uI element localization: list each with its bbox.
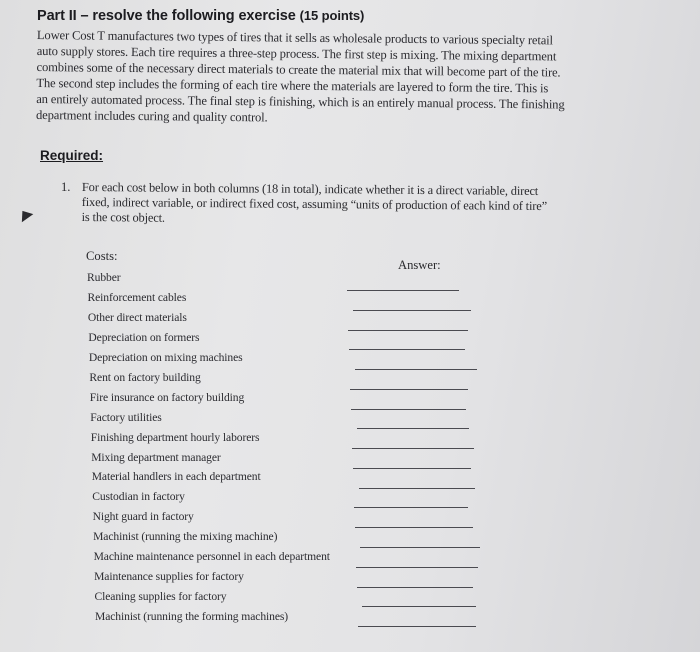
answer-blank[interactable] xyxy=(360,547,480,548)
answer-blank[interactable] xyxy=(352,448,474,449)
question-line: For each cost below in both columns (18 in total), indicate whether it is a direct variable, direct xyxy=(81,180,539,198)
answer-header: Answer: xyxy=(398,258,441,272)
required-heading: Required: xyxy=(40,148,104,163)
cost-item: Maintenance supplies for factory xyxy=(94,570,244,584)
answer-blank[interactable] xyxy=(349,349,465,350)
answer-blank[interactable] xyxy=(362,606,476,607)
part-points: (15 points) xyxy=(299,8,365,23)
answer-blank[interactable] xyxy=(347,290,459,291)
cost-item: Other direct materials xyxy=(87,310,187,324)
answer-blank[interactable] xyxy=(356,567,478,568)
intro-line: combines some of the necessary direct materials to create the material mix that will become part of the tire. xyxy=(36,59,561,80)
cost-item: Material handlers in each department xyxy=(91,470,261,484)
answer-blank[interactable] xyxy=(355,369,477,370)
part-title xyxy=(37,8,364,24)
intro-line: The second step includes the forming of each tire where the materials are layered to form the tire. This is xyxy=(36,75,549,96)
answer-blank[interactable] xyxy=(351,409,466,410)
cost-item: Machinist (running the forming machines) xyxy=(95,610,289,623)
cost-item: Rubber xyxy=(87,271,121,284)
cost-item: Rent on factory building xyxy=(89,370,201,384)
cost-item: Factory utilities xyxy=(90,410,162,424)
intro-line: auto supply stores. Each tire requires a three-step process. The first step is mixing. The mixing department xyxy=(36,43,557,64)
answer-blank[interactable] xyxy=(353,310,471,311)
cost-item: Night guard in factory xyxy=(92,510,194,524)
answer-blank[interactable] xyxy=(359,488,475,489)
intro-paragraph xyxy=(36,27,597,129)
answer-blank[interactable] xyxy=(357,587,473,588)
intro-line: department includes curing and quality control. xyxy=(36,107,268,125)
cost-item: Depreciation on formers xyxy=(88,330,200,344)
cost-item: Depreciation on mixing machines xyxy=(88,350,243,364)
pointer-arrow-icon xyxy=(17,207,34,222)
cost-item: Reinforcement cables xyxy=(87,290,187,304)
cost-item: Finishing department hourly laborers xyxy=(90,430,260,444)
answer-blank[interactable] xyxy=(358,626,476,627)
cost-item: Machinist (running the mixing machine) xyxy=(93,530,278,544)
question-line: is the cost object. xyxy=(81,209,165,225)
answer-blank[interactable] xyxy=(357,428,469,429)
question-line: fixed, indirect variable, or indirect fixed cost, assuming “units of production of each kind of tire” xyxy=(81,194,548,214)
cost-item: Custodian in factory xyxy=(92,490,185,504)
answer-blank[interactable] xyxy=(355,527,473,528)
cost-item: Cleaning supplies for factory xyxy=(94,590,227,604)
cost-item: Mixing department manager xyxy=(91,450,221,464)
intro-line: Lower Cost T manufactures two types of tires that it sells as wholesale products to various specialty retail xyxy=(36,27,553,48)
answer-blank[interactable] xyxy=(350,389,468,390)
answer-blank[interactable] xyxy=(354,507,468,508)
intro-line: an entirely automated process. The final step is finishing, which is an entirely manual process. The finishing xyxy=(36,91,565,112)
costs-header: Costs: xyxy=(86,249,118,263)
part-title-text: Part II – resolve the following exercise xyxy=(37,8,296,24)
cost-item: Fire insurance on factory building xyxy=(89,390,245,404)
question-text xyxy=(82,180,582,229)
question-number: 1. xyxy=(61,180,71,194)
answer-blank[interactable] xyxy=(353,468,471,469)
answer-blank[interactable] xyxy=(348,330,468,331)
cost-item: Machine maintenance personnel in each department xyxy=(93,550,330,564)
